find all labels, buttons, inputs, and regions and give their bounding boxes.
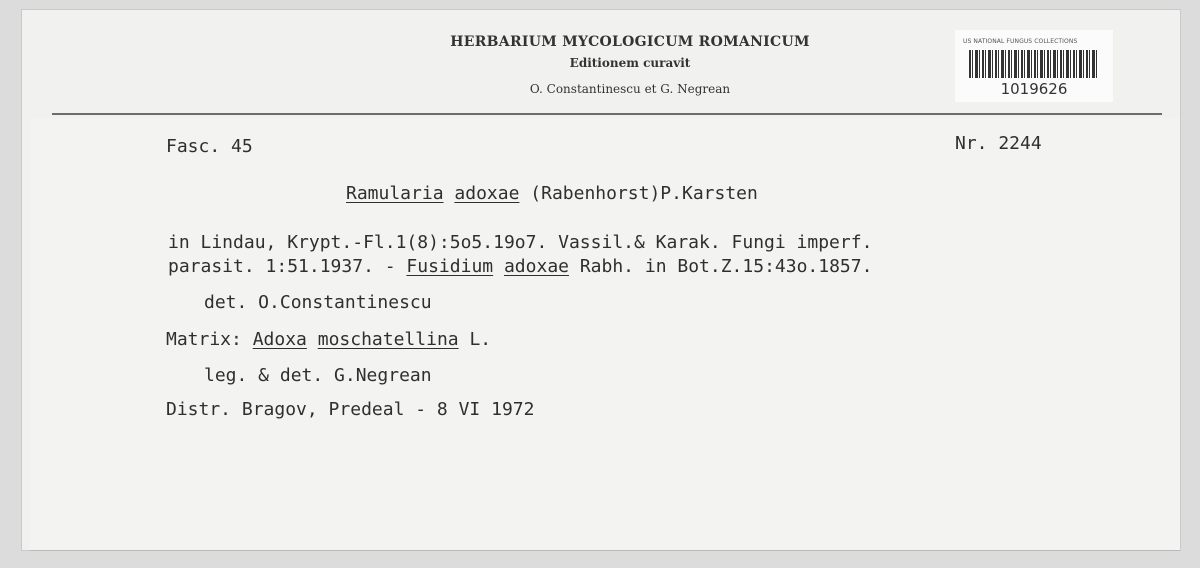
reference-line-1: in Lindau, Krypt.-Fl.1(8):5o5.19o7. Vassil.& Karak. Fungi imperf. bbox=[168, 232, 873, 253]
barcode-sticker bbox=[955, 30, 1113, 102]
synonym-epithet: adoxae bbox=[503, 256, 569, 277]
herbarium-title: HERBARIUM MYCOLOGICUM ROMANICUM bbox=[450, 34, 810, 50]
matrix-line bbox=[166, 329, 491, 350]
taxon-epithet: adoxae bbox=[454, 183, 520, 204]
fascicle-number: Fasc. 45 bbox=[166, 136, 253, 157]
specimen-number: Nr. 2244 bbox=[955, 133, 1042, 154]
host-epithet: moschatellina bbox=[317, 329, 459, 350]
synonym-genus: Fusidium bbox=[406, 256, 494, 277]
matrix-prefix: Matrix: bbox=[166, 329, 253, 350]
taxon-genus: Ramularia bbox=[346, 183, 444, 204]
barcode-caption: US NATIONAL FUNGUS COLLECTIONS bbox=[963, 38, 1078, 45]
barcode-number: 1019626 bbox=[1000, 80, 1068, 98]
determiner: det. O.Constantinescu bbox=[204, 292, 432, 313]
taxon-authority: (Rabenhorst)P.Karsten bbox=[530, 183, 758, 204]
reference-line-2-suffix: Rabh. in Bot.Z.15:43o.1857. bbox=[569, 256, 873, 277]
herbarium-editors: O. Constantinescu et G. Negrean bbox=[529, 82, 731, 96]
reference-line-2-prefix: parasit. 1:51.1937. - bbox=[168, 256, 407, 277]
header-divider bbox=[52, 113, 1162, 115]
barcode-icon bbox=[969, 50, 1099, 78]
taxon-name bbox=[346, 183, 758, 204]
matrix-suffix: L. bbox=[458, 329, 492, 350]
herbarium-subtitle: Editionem curavit bbox=[569, 56, 691, 70]
reference-line-2 bbox=[168, 256, 872, 277]
host-genus: Adoxa bbox=[252, 329, 307, 350]
label-header bbox=[380, 34, 880, 96]
collector: leg. & det. G.Negrean bbox=[204, 365, 432, 386]
locality: Distr. Bragov, Predeal - 8 VI 1972 bbox=[166, 399, 535, 420]
